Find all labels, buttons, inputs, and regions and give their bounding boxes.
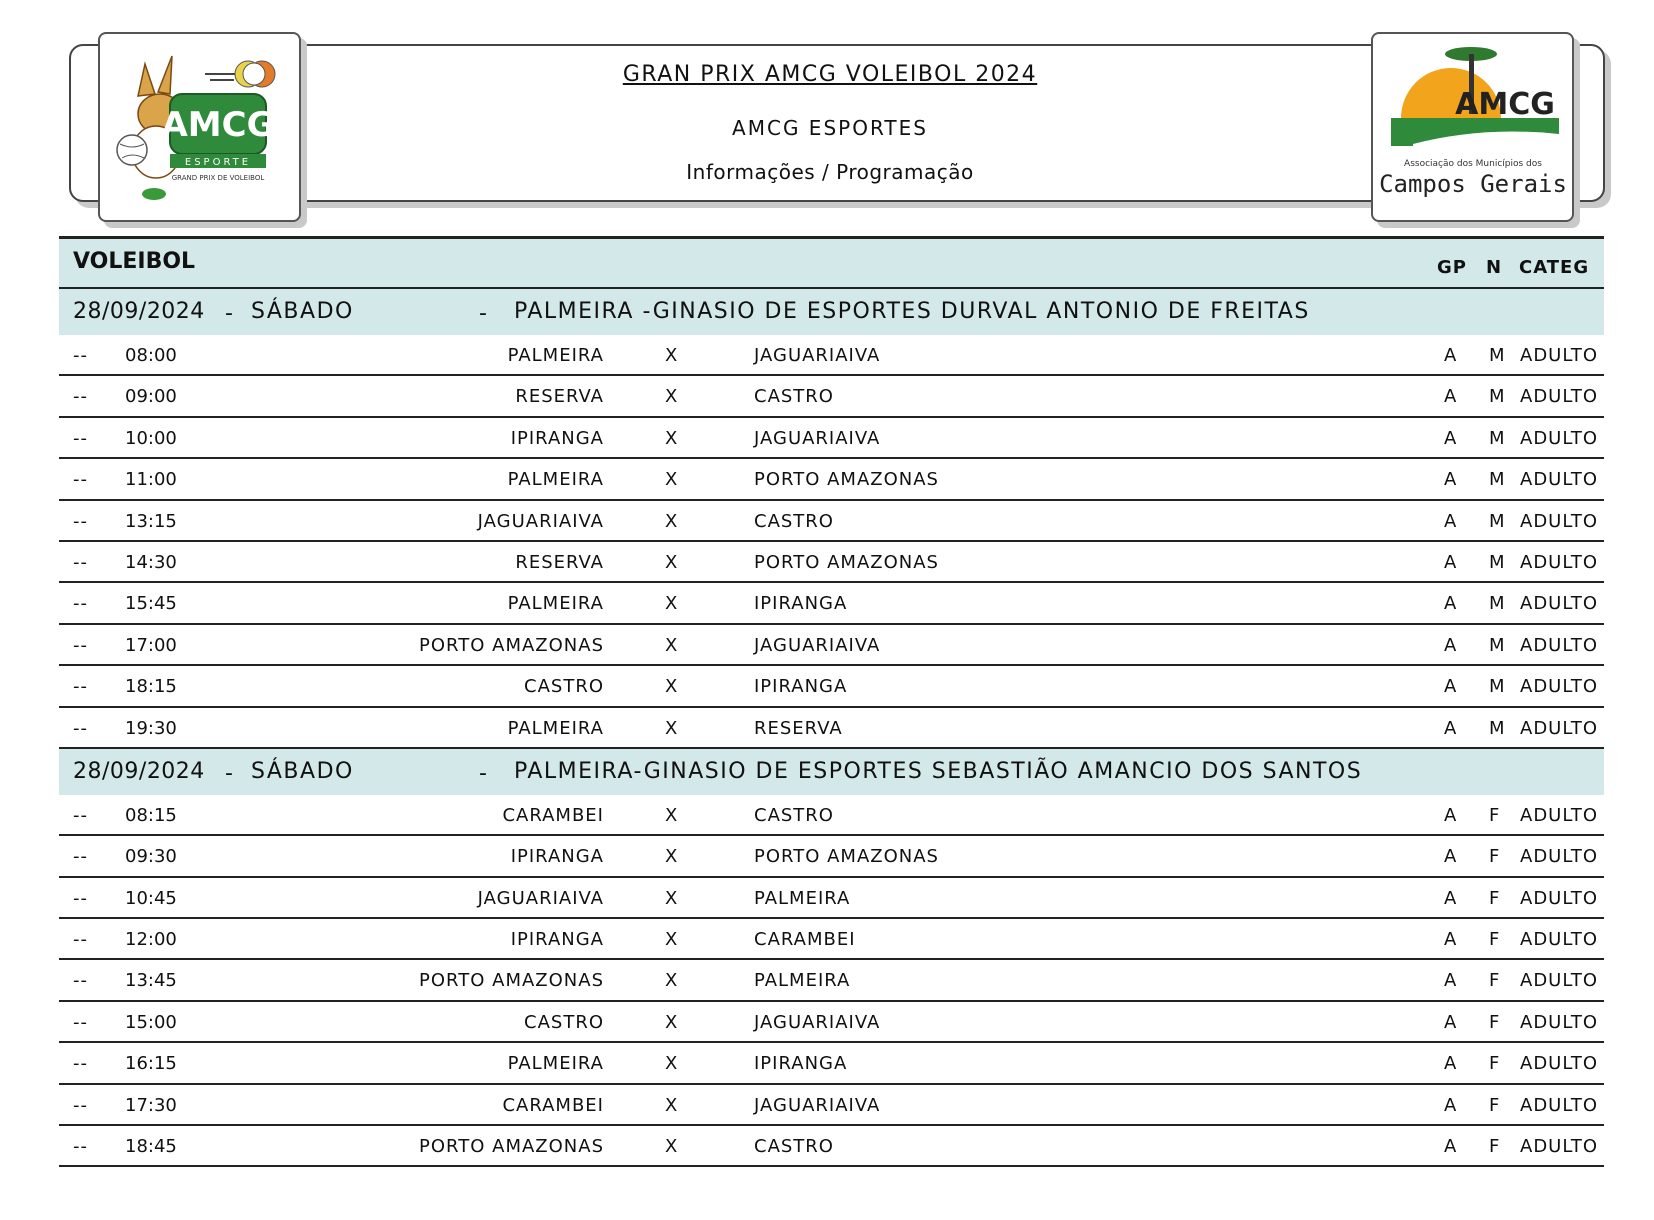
match-category: ADULTO	[1520, 593, 1599, 615]
row-dash: --	[73, 717, 88, 739]
versus-mark: X	[665, 1053, 679, 1075]
versus-mark: X	[665, 427, 679, 449]
home-team: CASTRO	[524, 1011, 604, 1033]
home-team: PORTO AMAZONAS	[419, 1136, 604, 1158]
table-row	[59, 878, 1604, 919]
match-gp: A	[1444, 929, 1458, 951]
match-time: 18:15	[125, 676, 177, 698]
match-gp: A	[1444, 887, 1458, 909]
home-team: RESERVA	[515, 551, 604, 573]
match-gender: M	[1489, 634, 1506, 656]
versus-mark: X	[665, 510, 679, 532]
match-time: 08:15	[125, 804, 177, 826]
versus-mark: X	[665, 887, 679, 909]
match-time: 08:00	[125, 345, 177, 366]
mascot-logo-icon	[100, 34, 299, 220]
section-separator: -	[479, 301, 489, 326]
versus-mark: X	[665, 970, 679, 992]
home-team: JAGUARIAIVA	[477, 510, 604, 532]
away-team: RESERVA	[754, 717, 843, 739]
row-dash: --	[73, 593, 88, 615]
match-time: 12:00	[125, 929, 177, 951]
section-day: SÁBADO	[251, 758, 354, 784]
away-team: JAGUARIAIVA	[754, 345, 881, 366]
table-row	[59, 583, 1604, 624]
row-dash: --	[73, 676, 88, 698]
match-category: ADULTO	[1520, 929, 1599, 951]
match-time: 10:45	[125, 887, 177, 909]
match-gender: M	[1489, 551, 1506, 573]
home-team: IPIRANGA	[510, 427, 604, 449]
away-team: CASTRO	[754, 1136, 834, 1158]
campos-gerais-logo-icon	[1373, 34, 1572, 220]
row-dash: --	[73, 1094, 88, 1116]
table-row	[59, 418, 1604, 459]
row-dash: --	[73, 551, 88, 573]
home-team: CASTRO	[524, 676, 604, 698]
svg-text:Associação dos Municípios dos: Associação dos Municípios dos	[1404, 159, 1542, 169]
row-dash: --	[73, 386, 88, 408]
match-time: 10:00	[125, 427, 177, 449]
section-venue: PALMEIRA-GINASIO DE ESPORTES SEBASTIÃO AMANCIO DOS SANTOS	[514, 758, 1363, 784]
versus-mark: X	[665, 551, 679, 573]
table-row	[59, 1126, 1604, 1167]
row-dash: --	[73, 887, 88, 909]
match-gp: A	[1444, 510, 1458, 532]
section-separator: -	[225, 301, 235, 326]
column-gp: GP	[1437, 257, 1467, 278]
section-date: 28/09/2024	[73, 758, 205, 784]
svg-text:AMCG: AMCG	[1455, 87, 1555, 122]
match-gender: F	[1489, 1011, 1501, 1033]
match-gender: M	[1489, 717, 1506, 739]
table-row	[59, 708, 1604, 749]
svg-text:AMCG: AMCG	[161, 105, 275, 145]
match-category: ADULTO	[1520, 634, 1599, 656]
match-gender: F	[1489, 970, 1501, 992]
match-gender: M	[1489, 676, 1506, 698]
match-category: ADULTO	[1520, 887, 1599, 909]
match-gender: F	[1489, 804, 1501, 826]
section-venue: PALMEIRA -GINASIO DE ESPORTES DURVAL ANTONIO DE FREITAS	[514, 299, 1310, 324]
match-category: ADULTO	[1520, 510, 1599, 532]
versus-mark: X	[665, 345, 679, 366]
versus-mark: X	[665, 593, 679, 615]
document-subtitle: AMCG ESPORTES	[732, 116, 928, 140]
away-team: IPIRANGA	[754, 1053, 848, 1075]
away-team: IPIRANGA	[754, 593, 848, 615]
match-gp: A	[1444, 386, 1458, 408]
match-time: 11:00	[125, 469, 177, 491]
match-category: ADULTO	[1520, 1011, 1599, 1033]
match-gp: A	[1444, 593, 1458, 615]
home-team: PALMEIRA	[507, 593, 604, 615]
svg-text:ESPORTE: ESPORTE	[184, 157, 252, 168]
away-team: JAGUARIAIVA	[754, 634, 881, 656]
sport-label: VOLEIBOL	[73, 249, 196, 274]
match-gp: A	[1444, 804, 1458, 826]
home-team: RESERVA	[515, 386, 604, 408]
away-team: PALMEIRA	[754, 887, 851, 909]
table-header	[59, 239, 1604, 289]
versus-mark: X	[665, 469, 679, 491]
match-gp: A	[1444, 970, 1458, 992]
match-category: ADULTO	[1520, 1053, 1599, 1075]
match-gender: F	[1489, 887, 1501, 909]
match-category: ADULTO	[1520, 427, 1599, 449]
away-team: JAGUARIAIVA	[754, 1011, 881, 1033]
row-dash: --	[73, 1011, 88, 1033]
away-team: JAGUARIAIVA	[754, 1094, 881, 1116]
home-team: IPIRANGA	[510, 846, 604, 868]
table-row	[59, 1002, 1604, 1043]
match-time: 13:15	[125, 510, 177, 532]
match-time: 18:45	[125, 1136, 177, 1158]
match-gp: A	[1444, 1094, 1458, 1116]
match-time: 16:15	[125, 1053, 177, 1075]
row-dash: --	[73, 929, 88, 951]
home-team: PORTO AMAZONAS	[419, 970, 604, 992]
match-category: ADULTO	[1520, 345, 1599, 366]
section-separator: -	[225, 760, 235, 786]
match-time: 17:30	[125, 1094, 177, 1116]
match-gp: A	[1444, 469, 1458, 491]
section-separator: -	[479, 760, 489, 786]
row-dash: --	[73, 1053, 88, 1075]
document-info: Informações / Programação	[686, 160, 974, 184]
versus-mark: X	[665, 1136, 679, 1158]
home-team: CARAMBEI	[502, 1094, 604, 1116]
match-gender: F	[1489, 1094, 1501, 1116]
home-team: PALMEIRA	[507, 345, 604, 366]
versus-mark: X	[665, 717, 679, 739]
home-team: PORTO AMAZONAS	[419, 634, 604, 656]
schedule-table	[59, 236, 1604, 1167]
match-gender: M	[1489, 427, 1506, 449]
section-header	[59, 749, 1604, 795]
match-gender: F	[1489, 929, 1501, 951]
row-dash: --	[73, 345, 88, 366]
versus-mark: X	[665, 1011, 679, 1033]
match-time: 15:45	[125, 593, 177, 615]
table-row	[59, 501, 1604, 542]
match-gp: A	[1444, 1011, 1458, 1033]
away-team: CASTRO	[754, 804, 834, 826]
table-row	[59, 625, 1604, 666]
match-time: 19:30	[125, 717, 177, 739]
home-team: CARAMBEI	[502, 804, 604, 826]
away-team: PORTO AMAZONAS	[754, 469, 939, 491]
away-team: PALMEIRA	[754, 970, 851, 992]
match-category: ADULTO	[1520, 846, 1599, 868]
versus-mark: X	[665, 1094, 679, 1116]
table-row	[59, 1043, 1604, 1084]
table-row	[59, 335, 1604, 376]
home-team: PALMEIRA	[507, 1053, 604, 1075]
table-row	[59, 542, 1604, 583]
table-row	[59, 376, 1604, 417]
match-gp: A	[1444, 551, 1458, 573]
versus-mark: X	[665, 634, 679, 656]
svg-text:GRAND PRIX DE VOLEIBOL: GRAND PRIX DE VOLEIBOL	[171, 174, 265, 182]
match-gp: A	[1444, 717, 1458, 739]
match-gp: A	[1444, 676, 1458, 698]
match-gp: A	[1444, 634, 1458, 656]
row-dash: --	[73, 804, 88, 826]
match-category: ADULTO	[1520, 717, 1599, 739]
home-team: JAGUARIAIVA	[477, 887, 604, 909]
match-time: 15:00	[125, 1011, 177, 1033]
section-day: SÁBADO	[251, 299, 354, 324]
match-category: ADULTO	[1520, 386, 1599, 408]
table-row	[59, 1085, 1604, 1126]
away-team: CASTRO	[754, 386, 834, 408]
table-row	[59, 919, 1604, 960]
match-time: 17:00	[125, 634, 177, 656]
match-gender: M	[1489, 593, 1506, 615]
section-date: 28/09/2024	[73, 299, 205, 324]
row-dash: --	[73, 970, 88, 992]
home-team: IPIRANGA	[510, 929, 604, 951]
match-gender: F	[1489, 1053, 1501, 1075]
match-gp: A	[1444, 846, 1458, 868]
table-row	[59, 666, 1604, 707]
document-title: GRAN PRIX AMCG VOLEIBOL 2024	[622, 62, 1038, 87]
versus-mark: X	[665, 929, 679, 951]
match-category: ADULTO	[1520, 676, 1599, 698]
versus-mark: X	[665, 804, 679, 826]
home-team: PALMEIRA	[507, 717, 604, 739]
match-gender: M	[1489, 386, 1506, 408]
match-time: 09:30	[125, 846, 177, 868]
row-dash: --	[73, 1136, 88, 1158]
match-gp: A	[1444, 427, 1458, 449]
match-time: 09:00	[125, 386, 177, 408]
match-category: ADULTO	[1520, 970, 1599, 992]
table-row	[59, 836, 1604, 877]
row-dash: --	[73, 846, 88, 868]
match-category: ADULTO	[1520, 1136, 1599, 1158]
match-category: ADULTO	[1520, 469, 1599, 491]
match-gender: M	[1489, 510, 1506, 532]
match-gp: A	[1444, 345, 1458, 366]
match-gender: M	[1489, 345, 1506, 366]
section-header	[59, 289, 1604, 335]
versus-mark: X	[665, 676, 679, 698]
away-team: JAGUARIAIVA	[754, 427, 881, 449]
away-team: PORTO AMAZONAS	[754, 551, 939, 573]
versus-mark: X	[665, 386, 679, 408]
match-category: ADULTO	[1520, 1094, 1599, 1116]
match-gender: M	[1489, 469, 1506, 491]
table-row	[59, 960, 1604, 1001]
away-team: PORTO AMAZONAS	[754, 846, 939, 868]
match-time: 13:45	[125, 970, 177, 992]
versus-mark: X	[665, 846, 679, 868]
svg-text:Campos Gerais: Campos Gerais	[1379, 170, 1567, 198]
home-team: PALMEIRA	[507, 469, 604, 491]
match-category: ADULTO	[1520, 551, 1599, 573]
row-dash: --	[73, 427, 88, 449]
row-dash: --	[73, 469, 88, 491]
match-gp: A	[1444, 1053, 1458, 1075]
column-n: N	[1486, 257, 1502, 278]
away-team: IPIRANGA	[754, 676, 848, 698]
match-gp: A	[1444, 1136, 1458, 1158]
table-row	[59, 795, 1604, 836]
table-row	[59, 459, 1604, 500]
match-gender: F	[1489, 846, 1501, 868]
away-team: CASTRO	[754, 510, 834, 532]
amcg-esporte-logo	[98, 32, 301, 222]
column-categ: CATEG	[1519, 257, 1590, 278]
row-dash: --	[73, 634, 88, 656]
match-gender: F	[1489, 1136, 1501, 1158]
match-time: 14:30	[125, 551, 177, 573]
row-dash: --	[73, 510, 88, 532]
amcg-campos-gerais-logo	[1371, 32, 1574, 222]
match-category: ADULTO	[1520, 804, 1599, 826]
away-team: CARAMBEI	[754, 929, 856, 951]
